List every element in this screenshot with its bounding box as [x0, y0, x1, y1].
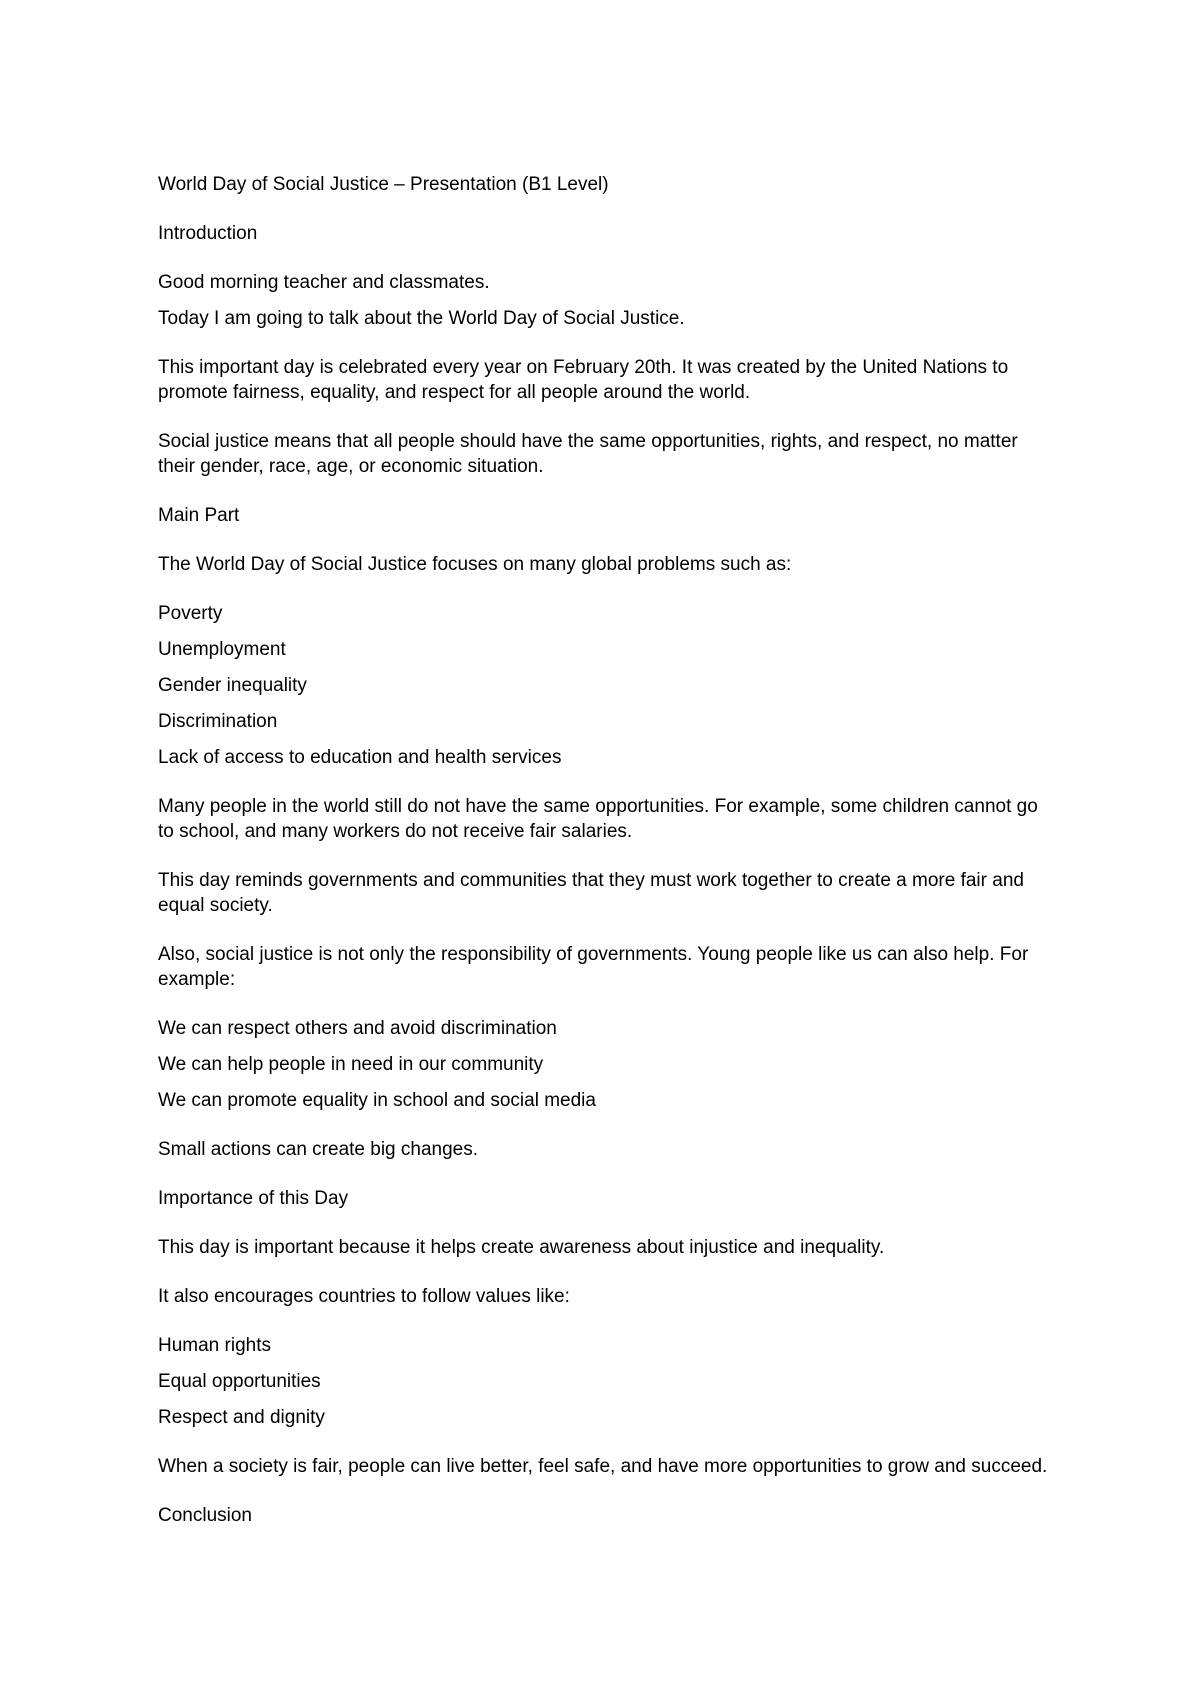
intro-paragraph-2: Social justice means that all people should have the same opportunities, rights, and respect, no matter their gender, race, age, or economic situation. — [158, 431, 1018, 477]
list-item-problem: Lack of access to education and health services — [158, 747, 562, 768]
conclusion-heading: Conclusion — [158, 1505, 252, 1526]
list-item-problem: Poverty — [158, 603, 223, 624]
list-item-value: Respect and dignity — [158, 1407, 325, 1428]
intro-topic: Today I am going to talk about the World Day of Social Justice. — [158, 308, 685, 329]
list-item-problem: Unemployment — [158, 639, 286, 660]
main-paragraph-1: Many people in the world still do not have the same opportunities. For example, some children cannot go to school, and many workers do not receive fair salaries. — [158, 796, 1038, 842]
importance-closing: When a society is fair, people can live better, feel safe, and have more opportunities to grow and succeed. — [158, 1456, 1048, 1477]
main-paragraph-3: Also, social justice is not only the responsibility of governments. Young people like us can also help. For example: — [158, 944, 1029, 990]
list-item-value: Human rights — [158, 1335, 271, 1356]
intro-paragraph-1: This important day is celebrated every year on February 20th. It was created by the United Nations to promote fairness, equality, and respect for all people around the world. — [158, 357, 1009, 403]
document-title: World Day of Social Justice – Presentation (B1 Level) — [158, 174, 609, 195]
main-part-heading: Main Part — [158, 505, 240, 526]
list-item-value: Equal opportunities — [158, 1371, 321, 1392]
importance-paragraph-1: This day is important because it helps create awareness about injustice and inequality. — [158, 1237, 885, 1258]
document-body — [158, 172, 1058, 1528]
introduction-heading: Introduction — [158, 223, 258, 244]
importance-paragraph-2: It also encourages countries to follow values like: — [158, 1286, 570, 1307]
main-closing: Small actions can create big changes. — [158, 1139, 479, 1160]
main-paragraph-2: This day reminds governments and communities that they must work together to create a more fair and equal society. — [158, 870, 1024, 916]
list-item-problem: Gender inequality — [158, 675, 307, 696]
list-item-action: We can help people in need in our community — [158, 1054, 544, 1075]
main-intro: The World Day of Social Justice focuses on many global problems such as: — [158, 554, 792, 575]
list-item-problem: Discrimination — [158, 711, 278, 732]
importance-heading: Importance of this Day — [158, 1188, 349, 1209]
list-item-action: We can promote equality in school and social media — [158, 1090, 596, 1111]
list-item-action: We can respect others and avoid discrimination — [158, 1018, 557, 1039]
intro-greeting: Good morning teacher and classmates. — [158, 272, 490, 293]
